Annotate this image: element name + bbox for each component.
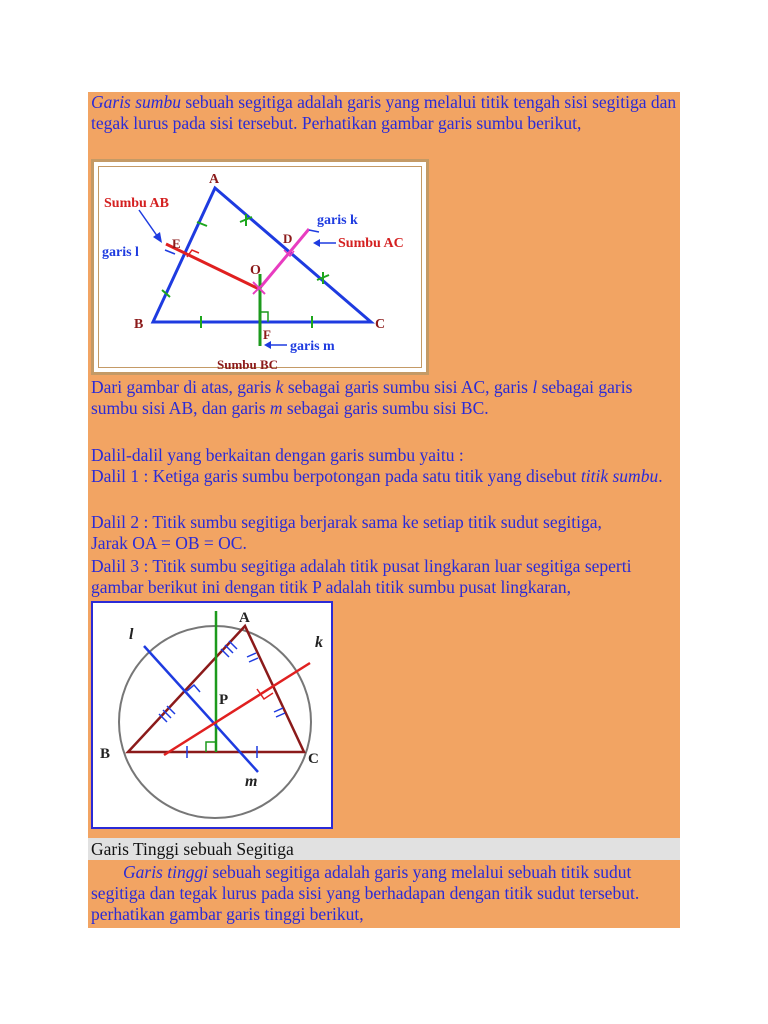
- arrow-head-sumbu-ac: [313, 239, 320, 247]
- expl-part-4: sebagai garis sumbu sisi BC.: [282, 398, 489, 418]
- arrow-head-sumbu-ab: [153, 232, 162, 243]
- dalil-1: [91, 466, 679, 487]
- label-c: C: [375, 317, 386, 332]
- dalil-3: Dalil 3 : Titik sumbu segitiga adalah titik pusat lingkaran luar segitiga seperti gambar berikut ini dengan titik P adalah titik sumbu pusat lingkaran,: [91, 556, 632, 597]
- section-heading: Garis Tinggi sebuah Segitiga: [91, 839, 294, 859]
- dalil-intro: Dalil-dalil yang berkaitan dengan garis sumbu yaitu :: [91, 445, 464, 465]
- label-garis-k: garis k: [317, 213, 358, 228]
- paragraph-figure-explanation: [91, 377, 679, 419]
- label-b-2: B: [100, 746, 111, 762]
- expl-part-2: sebagai garis sumbu sisi AC, garis: [283, 377, 533, 397]
- label-p: P: [219, 692, 229, 708]
- dalil-1-text: Dalil 1 : Ketiga garis sumbu berpotongan pada satu titik yang disebut: [91, 466, 581, 486]
- figure-perpendicular-bisectors: [91, 159, 429, 375]
- circumcircle-diagram: [93, 603, 331, 827]
- arrow-garis-k: [309, 230, 319, 232]
- label-l-2: l: [129, 626, 134, 643]
- bisector-diagram: [94, 162, 426, 372]
- line-k: [164, 663, 310, 755]
- term-garis-sumbu: Garis sumbu: [91, 92, 181, 112]
- dalil-1-term: titik sumbu: [580, 466, 659, 486]
- expl-m: m: [269, 398, 283, 418]
- label-garis-l: garis l: [102, 245, 139, 260]
- label-garis-m: garis m: [290, 339, 335, 354]
- expl-part-3: sebagai garis sumbu sisi AB, dan garis: [91, 377, 633, 418]
- expl-k: k: [275, 377, 284, 397]
- term-garis-tinggi: Garis tinggi: [123, 862, 209, 882]
- label-m-2: m: [245, 773, 258, 790]
- label-d: D: [283, 231, 293, 246]
- label-sumbu-ac: Sumbu AC: [338, 236, 404, 251]
- right-angle-m: [206, 742, 216, 752]
- dalil-2: Dalil 2 : Titik sumbu segitiga berjarak sama ke setiap titik sudut segitiga,: [91, 512, 602, 532]
- paragraph-garis-sumbu: [91, 92, 679, 134]
- label-o: O: [250, 263, 261, 278]
- label-c-2: C: [308, 751, 319, 767]
- expl-l: l: [532, 377, 538, 397]
- label-e: E: [172, 236, 181, 251]
- label-b: B: [134, 317, 144, 332]
- dalil-2-jarak: Jarak OA = OB = OC.: [91, 533, 247, 553]
- label-a: A: [209, 172, 220, 187]
- paragraph-garis-tinggi: [91, 862, 679, 925]
- label-a-2: A: [239, 610, 250, 626]
- paragraph-garis-sumbu-text: sebuah segitiga adalah garis yang melalui titik tengah sisi segitiga dan tegak lurus pada sisi tersebut. Perhatikan gambar garis sumbu berikut,: [91, 92, 677, 133]
- label-sumbu-bc: Sumbu BC: [217, 357, 279, 372]
- label-f: F: [263, 327, 271, 342]
- label-sumbu-ab: Sumbu AB: [104, 196, 169, 211]
- figure-circumcircle: [91, 601, 333, 829]
- label-k-2: k: [315, 634, 323, 651]
- section-heading-bar: [88, 838, 680, 860]
- expl-part-1: Dari gambar di atas, garis: [91, 377, 276, 397]
- arrow-head-garis-m: [264, 341, 271, 349]
- document-page: [88, 92, 680, 928]
- paragraph-garis-tinggi-text: sebuah segitiga adalah garis yang melalui sebuah titik sudut segitiga dan tegak lurus pada sisi yang berhadapan dengan titik sudut tersebut. perhatikan gambar garis tinggi berikut,: [91, 862, 640, 924]
- dalil-1-end: .: [658, 466, 663, 486]
